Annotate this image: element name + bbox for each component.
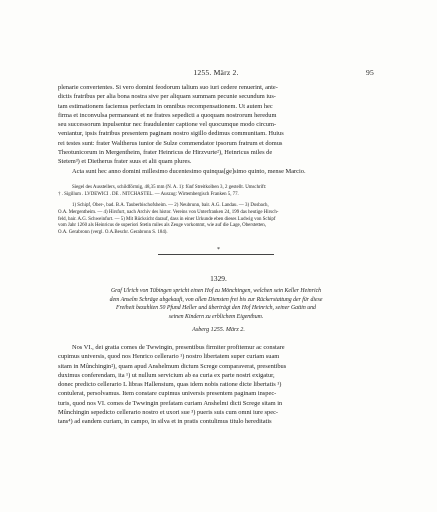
text-line: Mûnchingin sepedicto cellerario nostro et uxori sue ³) pueris suis cum omni iure spec-: [58, 409, 279, 417]
text-line: donec predicto cellerario L libras Hallensium, quas idem nobis ratione dicte libertatis ¹): [58, 381, 282, 389]
text-line: contulerat, persolvamus. Item constare cupimus universis presentem paginam inspec-: [58, 390, 277, 398]
seal-line: Siegel des Ausstellers, schildförmig, 48,35 mm (N. A. 1): fünf Streitkolben 3, 2 gestellt. Umschrift:: [72, 185, 267, 190]
text-line: dictis fratribus per alia bona nostra sive per aliquam summam pecunie secundum ius-: [58, 93, 276, 101]
text-line: tam estimationem faciemus perfectam in omnibus recompensationem. Ut autem hec: [58, 102, 273, 110]
text-line: turis, quod nos VI. comes de Twwingin prefatam curiam Anshelmi dicti Screge sitam in: [58, 399, 283, 407]
text-line: duximus conferendam, ita ¹) ut nullum servicium ab ea curia ex parte nostri exigatur,: [58, 371, 275, 379]
footnote-line: vom Jahr 1260 als Heinricus de superiori Stetin miles als Zeuge vorkommt, wie auf die Lage, Oberstetten,: [58, 223, 266, 229]
footnote-line: feld, bair. A.G. Schweinfurt. — 5) Mit Rücksicht darauf, dass in einer Urkunde eben dieses Ludwig von Schipf: [58, 216, 276, 222]
text-line: rei testes sunt: frater Waltherus iunior de Sulze commendator ipsorum fratrum et domus: [58, 139, 283, 147]
closing-line: Acta sunt hec anno domini millesimo ducentesimo quinqua[ge]simo quinto, mense Marcio.: [72, 167, 306, 175]
separator-rule: [158, 254, 274, 255]
text-line: sitam in Mûnchingin²), quam apud Anshelmum dictum Screge comparaverat, presentibus: [58, 362, 287, 370]
regest-line: Freiheit bezahlten 50 Pfund Heller und überträgt den Hof Heinrich, seiner Gattin und: [116, 305, 316, 311]
regest-line: Graf Ulrich von Tübingen spricht einen Hof zu Mönchingen, welchen sein Keller Heinrich: [110, 288, 322, 294]
footnotes: [58, 203, 374, 237]
separator-star: *: [217, 247, 220, 253]
text-line: Stetem³) et Dietherus frater suus et alii quam plures.: [58, 158, 192, 166]
text-line: cupimus universis, quod nos Henrico cellerario ¹) nostro libertatem super curiam suam: [58, 353, 280, 361]
text-line: veniantur, ipsis fratribus presentem paginam nostro sigillo dedimus communitam. Huius: [58, 130, 284, 138]
footnote-line: O.A. Gerabronn (vergl. O.A.Beschr. Gerabronn S. 184).: [58, 230, 168, 236]
page-header: [58, 68, 374, 80]
regest-line: seinen Kindern zu erblichem Eigenthum.: [168, 313, 264, 320]
footnote-line: O.A. Mergentheim. — 4) Hirsfurt, nach Archiv des histor. Vereins von Unterfranken 24, 199 das heutige Hirsch-: [58, 209, 279, 215]
footnote-line: 1) Schipf, Ober-, bad. B.A. Tauberbischofsheim. — 2) Neubrunn, bair. A.G. Landau. — 3) Dosbach,: [72, 203, 269, 208]
regest-line: dem Anselm Schräge abgekauft, von allen Diensten frei bis zur Rückerstattung der für diese: [109, 296, 323, 303]
document-regest: [58, 287, 374, 321]
place-date: Asberg 1255. März 2.: [192, 327, 245, 333]
running-head-date: 1255. März 2.: [193, 68, 239, 77]
seal-note: [58, 185, 374, 199]
text-line: seu successorum inpulsentur nec fraudulenter captione vel quocumque modo circum-: [58, 121, 277, 129]
text-line: Theotunicorum in Mergentheim, frater Heinricus de Hirzvurte²), Heinricus miles de: [58, 149, 273, 157]
text-line: firma et inconvulsa permaneant et ne fratres sepedicti a quoquam nostrorum heredum: [58, 111, 277, 119]
text-line: Nos VI., dei gratia comes de Twwingin, presentibus firmiter profitemur ac constare: [72, 344, 285, 351]
document-number: 1329.: [210, 274, 227, 283]
document-1329-text: [58, 343, 374, 427]
text-line: tans⁴) ad eandem curiam, in campo, in silva et in pratis contulimus titulo hereditatis: [58, 418, 272, 426]
page-number: 95: [366, 68, 374, 77]
text-line: plenarie convertentes. Si vero domini feodorum talium suo iuri cedere renuerint, ante-: [58, 84, 278, 91]
document-1329-prev-text: [58, 83, 374, 176]
seal-line: † . Sigillum . LVDEWICI . DE . NITCHASTEL. — Auszug: Wirtembergisch Franken 5, 77.: [58, 191, 239, 197]
